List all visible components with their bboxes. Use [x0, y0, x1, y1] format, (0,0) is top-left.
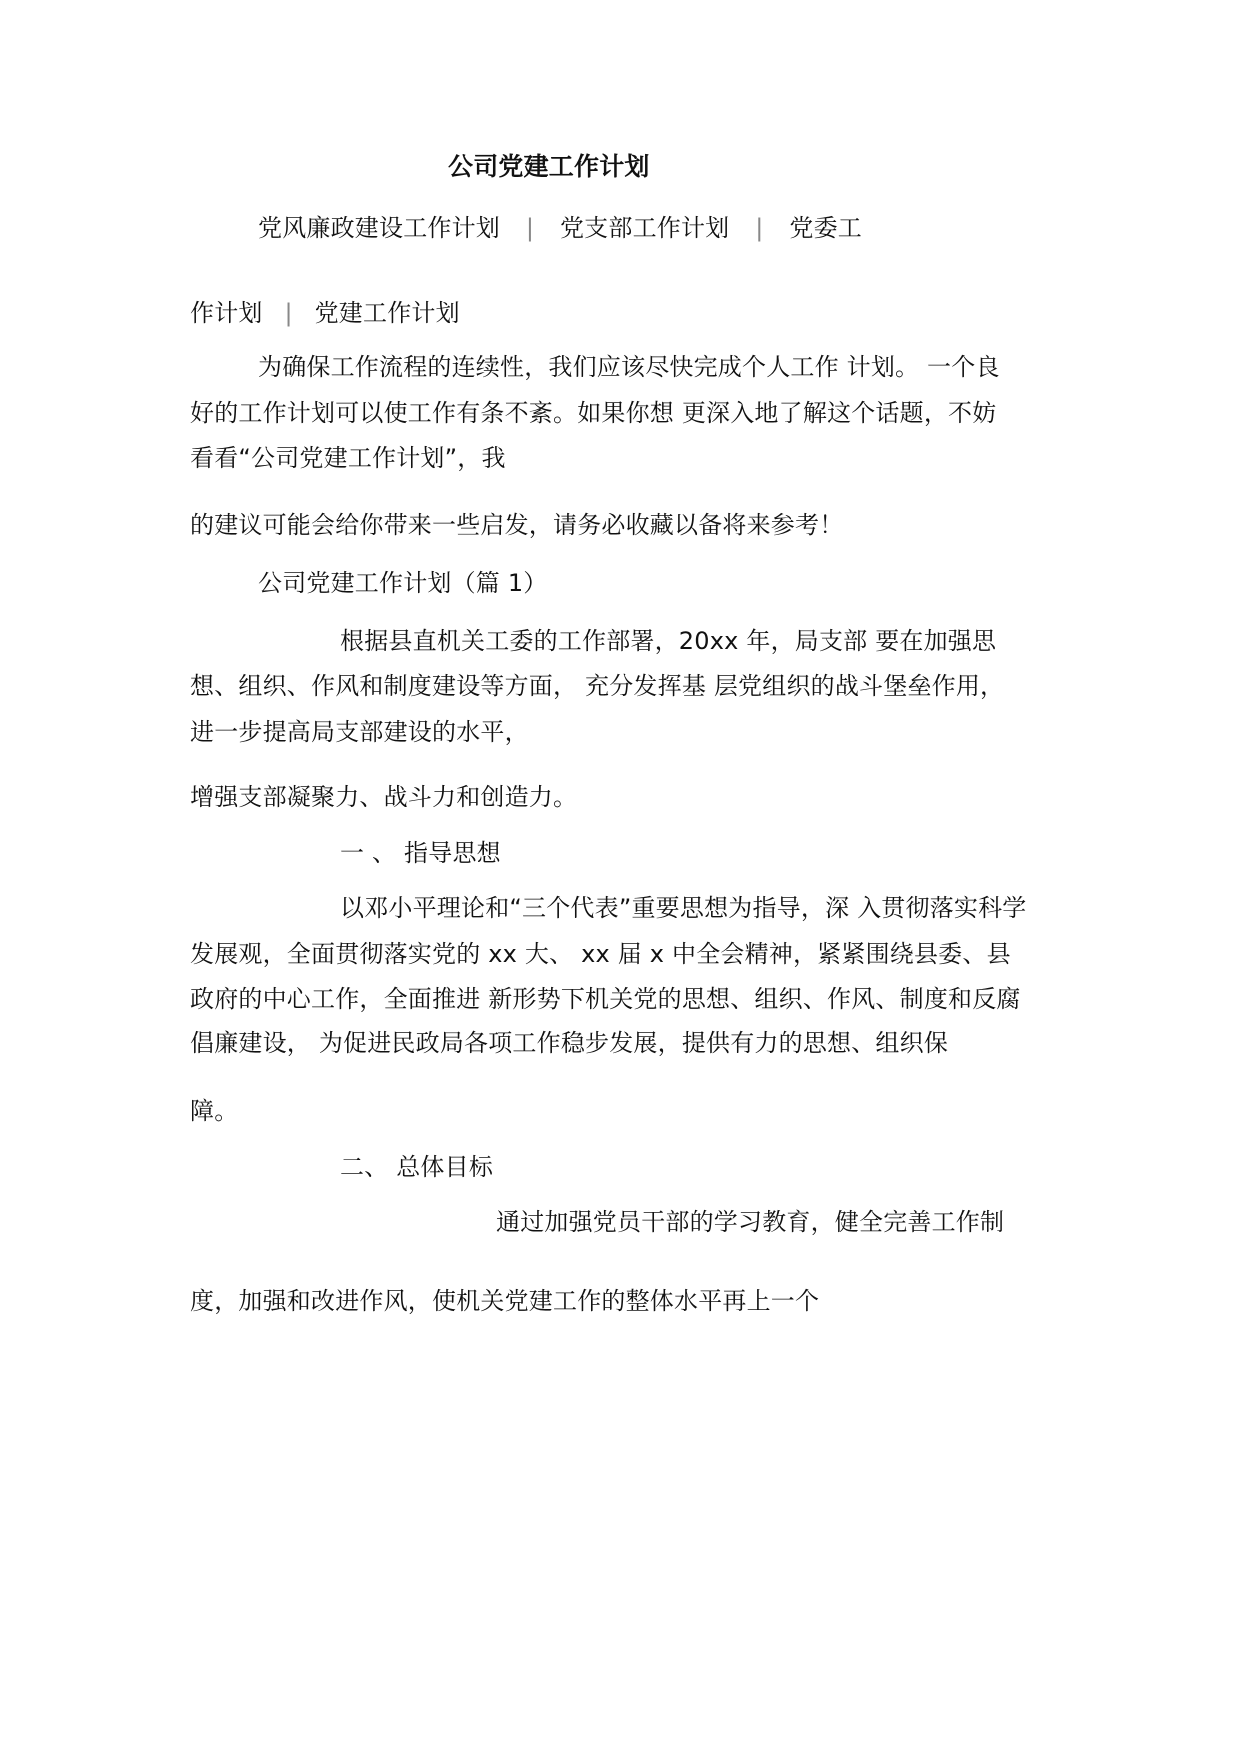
intro-line: 增强支部凝聚力、战斗力和创造力。 [190, 783, 578, 811]
paragraph-line: 好的工作计划可以使工作有条不紊。如果你想 更深入地了解这个话题，不妨 [190, 399, 997, 427]
intro-line: 进一步提高局支部建设的水平， [190, 718, 529, 746]
link-separator: | [755, 214, 764, 242]
link-party-committee-plan[interactable]: 党委工 [789, 214, 862, 242]
link-separator: | [525, 214, 535, 242]
guiding-line: 发展观，全面贯彻落实党的 xx 大、 xx 届 x 中全会精神，紧紧围绕县委、县 [190, 940, 1011, 968]
related-links-row-2 [190, 298, 460, 328]
paragraph-line: 看看“公司党建工作计划”，我 [190, 444, 506, 472]
link-party-branch-plan[interactable]: 党支部工作计划 [559, 214, 730, 242]
guiding-line: 倡廉建设， 为促进民政局各项工作稳步发展，提供有力的思想、组织保 [190, 1029, 949, 1057]
heading-guiding-thought: 一 、 指导思想 [340, 839, 501, 867]
heading-overall-goal: 二、 总体目标 [340, 1153, 494, 1181]
paragraph-line: 的建议可能会给你带来一些启发，请务必收藏以备将来参考！ [190, 511, 844, 539]
section-title: 公司党建工作计划（篇 1） [258, 569, 548, 597]
guiding-line: 障。 [190, 1097, 239, 1125]
link-party-committee-plan-cont[interactable]: 作计划 [190, 299, 263, 327]
link-party-conduct-plan[interactable]: 党风廉政建设工作计划 [258, 214, 500, 242]
paragraph-line: 为确保工作流程的连续性，我们应该尽快完成个人工作 计划。 一个良 [258, 353, 1000, 381]
link-separator: | [284, 299, 293, 327]
guiding-line: 政府的中心工作，全面推进 新形势下机关党的思想、组织、作风、制度和反腐 [190, 985, 1021, 1013]
document-title: 公司党建工作计划 [448, 152, 650, 181]
intro-line: 想、组织、作风和制度建设等方面， 充分发挥基 层党组织的战斗堡垒作用， [190, 672, 1005, 700]
link-party-building-plan[interactable]: 党建工作计划 [314, 299, 460, 327]
goal-line: 度，加强和改进作风，使机关党建工作的整体水平再上一个 [190, 1287, 820, 1315]
related-links-row-1 [258, 213, 862, 243]
guiding-line: 以邓小平理论和“三个代表”重要思想为指导，深 入贯彻落实科学 [340, 894, 1027, 922]
goal-line: 通过加强党员干部的学习教育，健全完善工作制 [496, 1208, 1005, 1236]
intro-line: 根据县直机关工委的工作部署，20xx 年，局支部 要在加强思 [340, 627, 997, 655]
